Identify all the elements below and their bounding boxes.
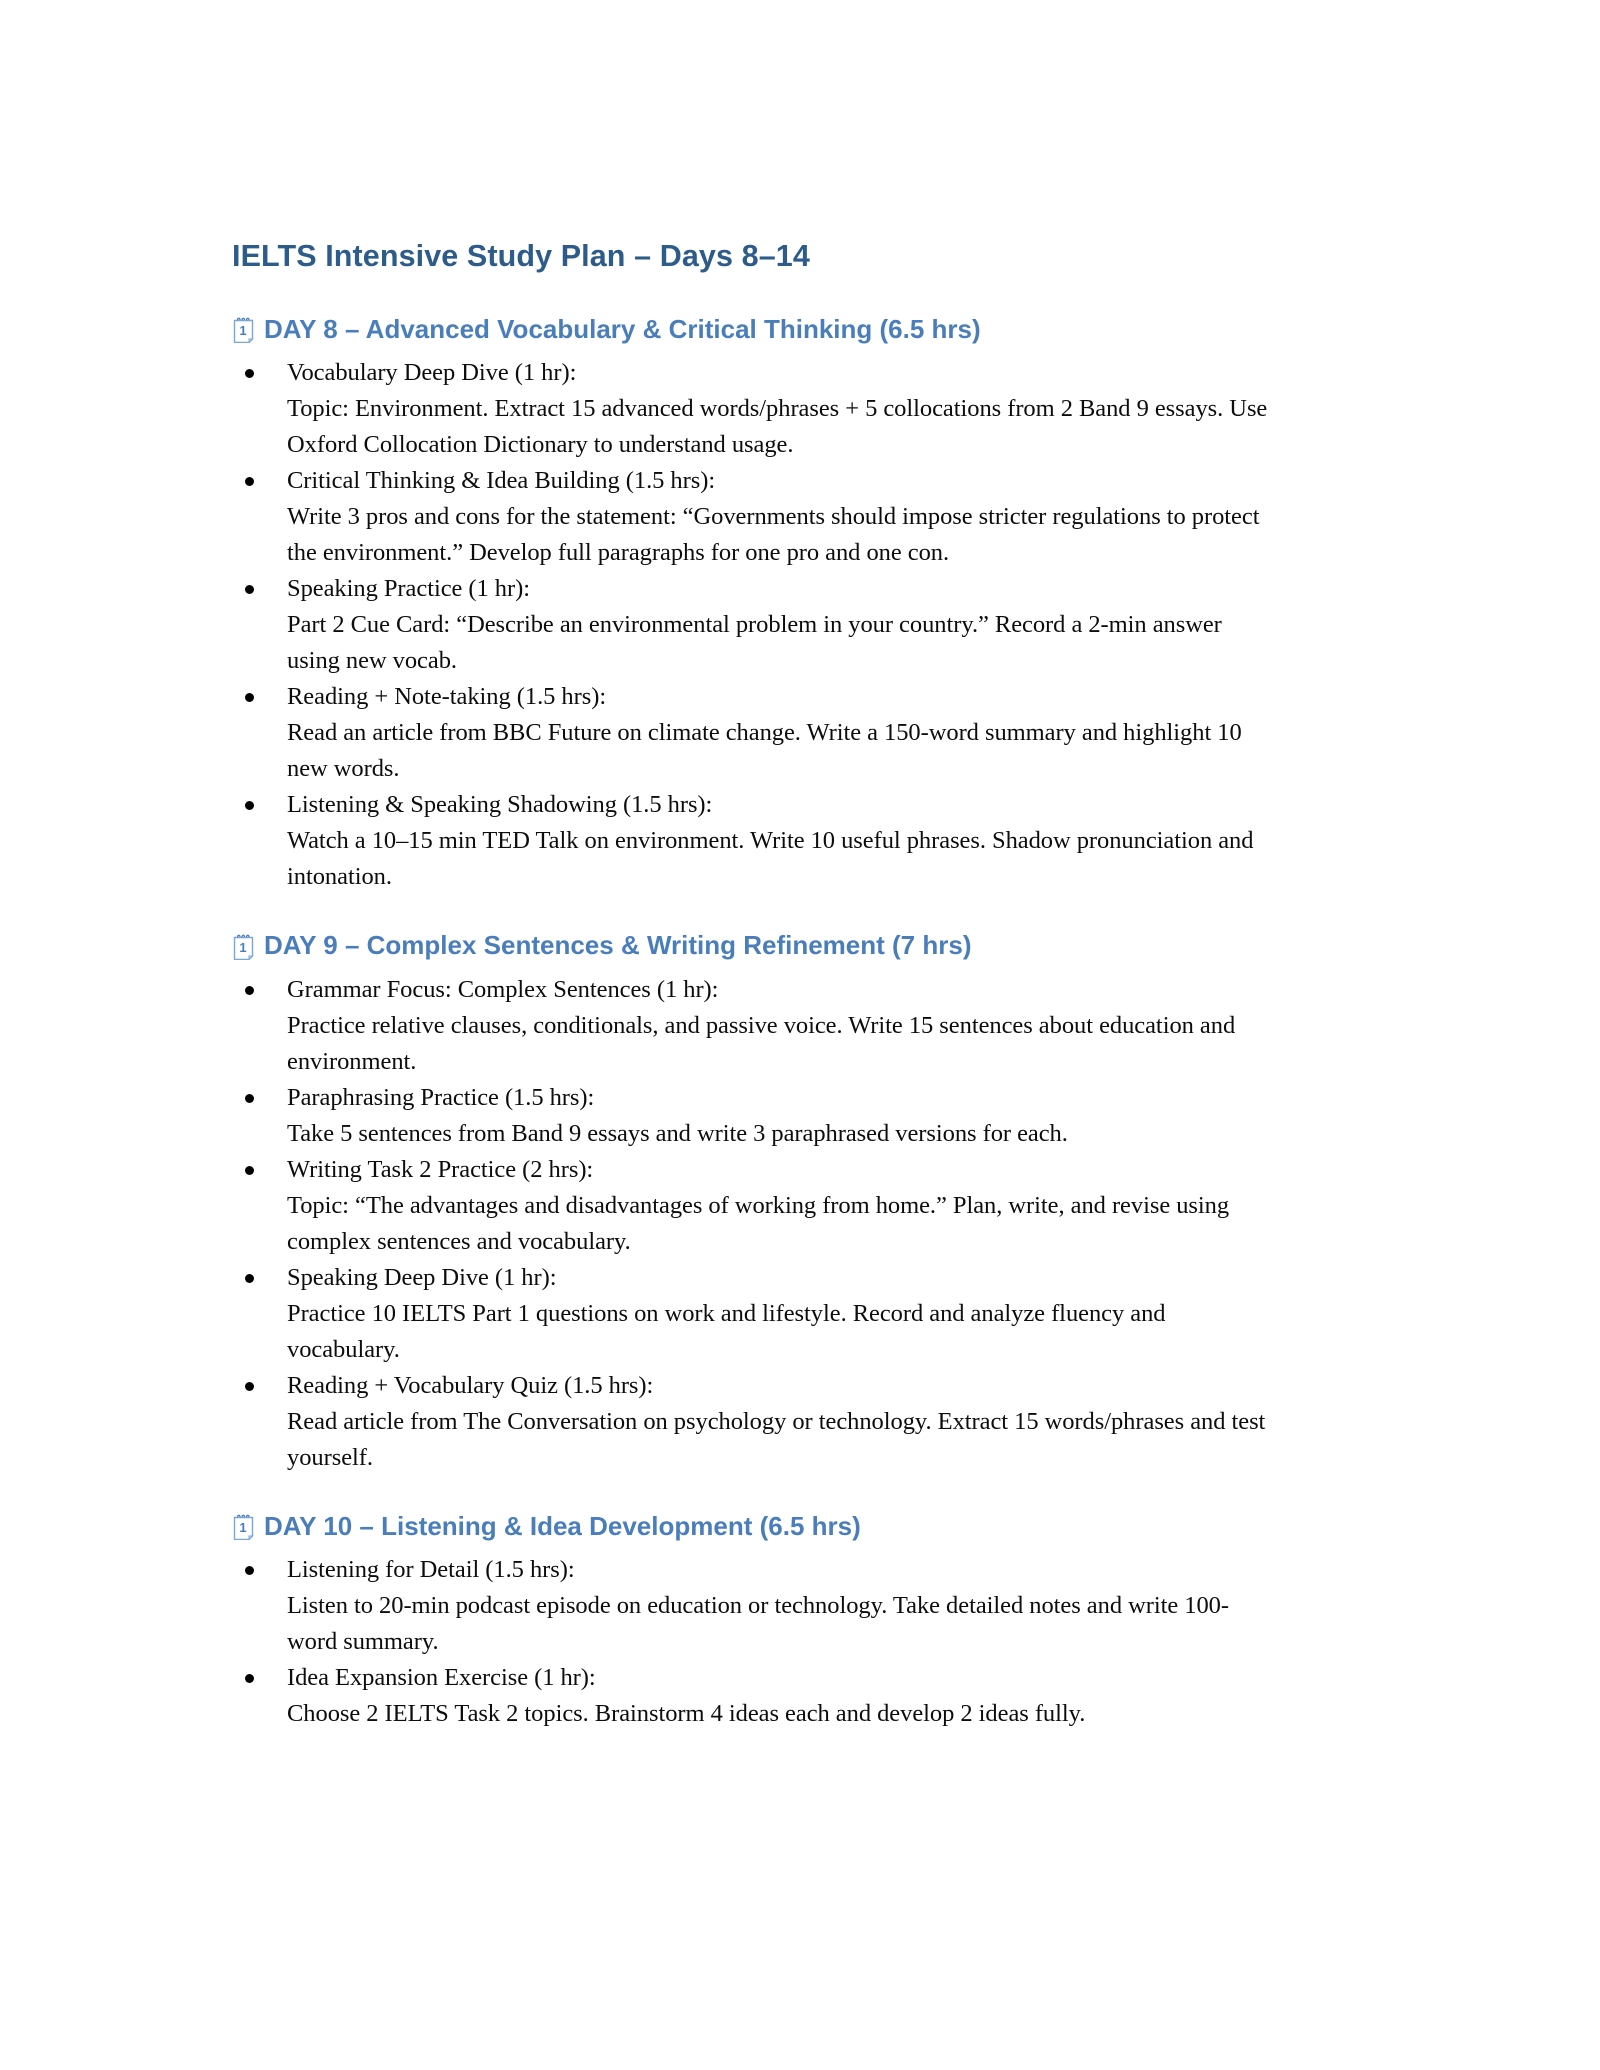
task-title: Paraphrasing Practice (1.5 hrs): <box>287 1083 595 1111</box>
day-heading-label: DAY 8 – Advanced Vocabulary & Critical Thinking (6.5 hrs) <box>264 313 981 344</box>
list-item <box>232 355 1270 463</box>
day-task-list <box>232 355 1270 895</box>
task-detail: Watch a 10–15 min TED Talk on environment. Write 10 useful phrases. Shadow pronunciation and intonation. <box>287 827 1254 891</box>
task-title: Listening for Detail (1.5 hrs): <box>287 1556 575 1584</box>
sections-container <box>232 313 1270 1733</box>
day-section-2 <box>232 929 1270 1476</box>
task-detail: Topic: Environment. Extract 15 advanced words/phrases + 5 collocations from 2 Band 9 essays. Use Oxford Collocation Dictionary to understand usage. <box>287 395 1268 459</box>
task-detail: Practice 10 IELTS Part 1 questions on work and lifestyle. Record and analyze fluency and vocabulary. <box>287 1299 1166 1363</box>
section-spacer <box>232 895 1270 929</box>
task-title: Speaking Practice (1 hr): <box>287 575 530 603</box>
task-title: Reading + Note-taking (1.5 hrs): <box>287 683 607 711</box>
task-detail: Part 2 Cue Card: “Describe an environmental problem in your country.” Record a 2-min answer using new vocab. <box>287 611 1222 675</box>
task-title: Speaking Deep Dive (1 hr): <box>287 1263 557 1291</box>
day-task-list <box>232 972 1270 1476</box>
task-title: Vocabulary Deep Dive (1 hr): <box>287 359 577 387</box>
section-spacer <box>232 1476 1270 1510</box>
list-item <box>232 1152 1270 1260</box>
task-title: Grammar Focus: Complex Sentences (1 hr): <box>287 975 719 1003</box>
svg-text:1: 1 <box>239 939 247 955</box>
task-detail: Choose 2 IELTS Task 2 topics. Brainstorm 4 ideas each and develop 2 ideas fully. <box>287 1700 1086 1728</box>
spiral-calendar-icon <box>232 316 255 343</box>
task-detail: Write 3 pros and cons for the statement: “Governments should impose stricter regulations to protect the environment.” Develop full paragraphs for one pro and one con. <box>287 503 1260 567</box>
day-heading <box>232 1510 1270 1543</box>
list-item <box>232 1552 1270 1660</box>
spiral-calendar-icon <box>232 933 255 960</box>
day-task-list <box>232 1552 1270 1732</box>
task-detail: Take 5 sentences from Band 9 essays and write 3 paraphrased versions for each. <box>287 1119 1068 1147</box>
task-detail: Read article from The Conversation on psychology or technology. Extract 15 words/phrases and test yourself. <box>287 1407 1266 1471</box>
day-heading <box>232 313 1270 346</box>
day-section-3 <box>232 1510 1270 1733</box>
spiral-calendar-icon <box>232 1513 255 1540</box>
task-title: Listening & Speaking Shadowing (1.5 hrs): <box>287 791 713 819</box>
task-detail: Listen to 20-min podcast episode on education or technology. Take detailed notes and write 100-word summary. <box>287 1592 1229 1656</box>
task-detail: Topic: “The advantages and disadvantages of working from home.” Plan, write, and revise using complex sentences and vocabulary. <box>287 1191 1230 1255</box>
task-detail: Read an article from BBC Future on climate change. Write a 150-word summary and highlight 10 new words. <box>287 719 1242 783</box>
page-title: IELTS Intensive Study Plan – Days 8–14 <box>232 239 810 273</box>
list-item <box>232 679 1270 787</box>
task-title: Writing Task 2 Practice (2 hrs): <box>287 1155 594 1183</box>
list-item <box>232 1660 1270 1732</box>
day-heading-label: DAY 10 – Listening & Idea Development (6.5 hrs) <box>264 1510 861 1541</box>
day-section-1 <box>232 313 1270 896</box>
task-detail: Practice relative clauses, conditionals, and passive voice. Write 15 sentences about education and environment. <box>287 1011 1236 1075</box>
list-item <box>232 787 1270 895</box>
day-heading-label: DAY 9 – Complex Sentences & Writing Refinement (7 hrs) <box>264 930 972 961</box>
list-item <box>232 1260 1270 1368</box>
svg-text:1: 1 <box>239 1520 247 1536</box>
svg-text:1: 1 <box>239 323 247 339</box>
task-title: Idea Expansion Exercise (1 hr): <box>287 1664 596 1692</box>
day-heading <box>232 929 1270 962</box>
list-item <box>232 1080 1270 1152</box>
list-item <box>232 1368 1270 1476</box>
list-item <box>232 972 1270 1080</box>
task-title: Reading + Vocabulary Quiz (1.5 hrs): <box>287 1371 654 1399</box>
task-title: Critical Thinking & Idea Building (1.5 hrs): <box>287 467 716 495</box>
list-item <box>232 463 1270 571</box>
list-item <box>232 571 1270 679</box>
